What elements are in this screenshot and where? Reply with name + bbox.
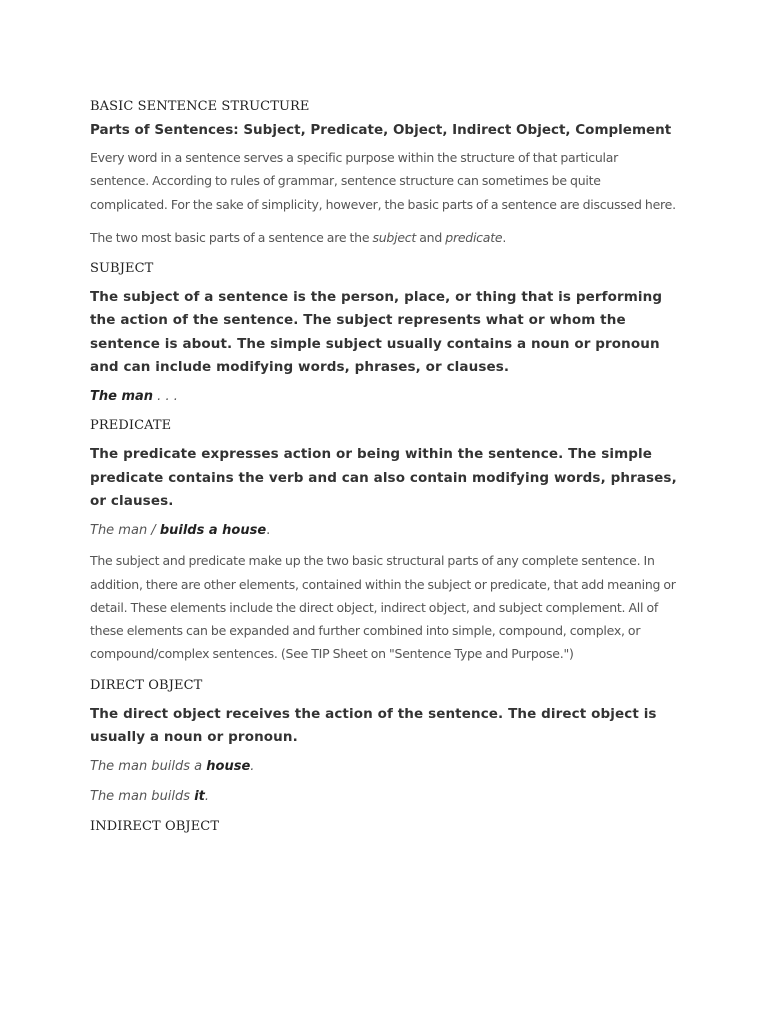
predicate-example-bold: builds a house [159,523,267,539]
direct-object-example-1 [90,759,680,774]
predicate-definition: The predicate expresses action or being within the sentence. The simple predicate contains the verb and can also contain modifying words, phrases, or clauses. [90,446,677,509]
direct-object-example-2 [90,789,680,804]
intro-paragraph: Every word in a sentence serves a specific purpose within the structure of that particular sentence. According to rules of grammar, sentence structure can sometimes be quite complicated. For the sake of simplicity, however, the basic parts of a sentence are discussed here. [90,150,676,212]
term-subject: subject [372,229,417,245]
direct-object-example-1-start: The man builds a [90,759,207,775]
direct-object-heading: DIRECT OBJECT [90,677,203,693]
two-parts-middle: and [416,229,446,245]
direct-object-example-1-end: . [250,759,255,775]
subject-definition: The subject of a sentence is the person, place, or thing that is performing the action of the sentence. The subject represents what or whom the sentence is about. The simple subject usually contains a noun or pronoun and can include modifying words, phrases, or clauses. [90,289,663,376]
predicate-example [90,523,680,538]
direct-object-example-2-bold: it [194,789,205,805]
indirect-object-heading: INDIRECT OBJECT [90,819,220,835]
direct-object-definition: The direct object receives the action of the sentence. The direct object is usually a noun or pronoun. [90,705,657,746]
predicate-example-end: . [266,523,271,539]
direct-object-example-2-end: . [204,789,209,805]
two-parts-suffix: . [502,229,507,245]
document-title: BASIC SENTENCE STRUCTURE [90,99,310,114]
direct-object-example-2-start: The man builds [90,789,195,805]
term-predicate: predicate [445,229,503,245]
document-subtitle: Parts of Sentences: Subject, Predicate, Object, Indirect Object, Complement [90,122,672,138]
subject-example-bold: The man [90,389,154,405]
predicate-example-start: The man / [90,523,160,539]
direct-object-example-1-bold: house [206,759,251,775]
predicate-heading: PREDICATE [90,418,172,434]
elements-paragraph: The subject and predicate make up the two basic structural parts of any complete sentence. In addition, there are other elements, contained within the subject or predicate, that add meaning or detail. These elements include the direct object, indirect object, and subject complement. All of these elements can be expanded and further combined into simple, compound, complex, or compound/complex sentences. (See TIP Sheet on "Sentence Type and Purpose.") [90,553,676,662]
two-parts-prefix: The two most basic parts of a sentence are the [90,229,373,245]
subject-example [90,389,680,404]
subject-example-rest: . . . [153,389,178,405]
two-parts-sentence [90,226,680,249]
document-page [90,99,680,834]
subject-heading: SUBJECT [90,261,154,277]
